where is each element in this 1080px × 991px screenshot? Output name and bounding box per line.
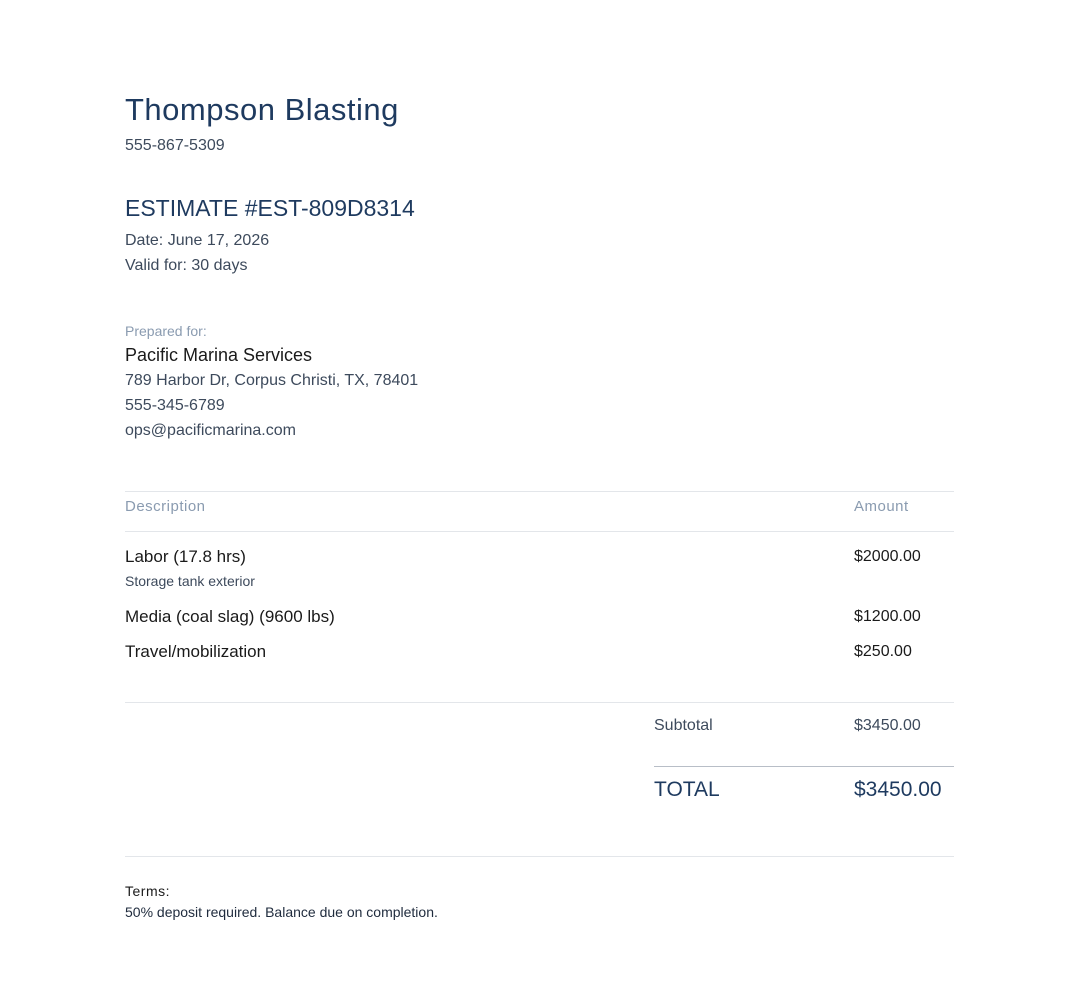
terms-divider — [125, 856, 954, 857]
estimate-date: Date: June 17, 2026 — [125, 232, 270, 249]
company-phone: 555-867-5309 — [125, 137, 225, 154]
line-item-note: Storage tank exterior — [125, 573, 255, 589]
subtotal-label: Subtotal — [654, 717, 713, 734]
client-phone: 555-345-6789 — [125, 397, 225, 414]
description-column-header: Description — [125, 498, 206, 515]
line-item-description: Travel/mobilization — [125, 642, 267, 661]
amount-column-header: Amount — [854, 498, 909, 515]
line-item-description: Labor (17.8 hrs) — [125, 547, 246, 566]
prepared-for-label: Prepared for: — [125, 323, 207, 339]
items-bottom-divider — [125, 702, 954, 703]
client-name: Pacific Marina Services — [125, 345, 313, 365]
client-address: 789 Harbor Dr, Corpus Christi, TX, 78401 — [125, 372, 419, 389]
line-item-amount: $2000.00 — [854, 548, 921, 565]
estimate-title: ESTIMATE #EST-809D8314 — [125, 195, 415, 221]
total-label: TOTAL — [654, 778, 720, 801]
total-value: $3450.00 — [854, 778, 942, 801]
estimate-validity: Valid for: 30 days — [125, 257, 248, 274]
company-name: Thompson Blasting — [125, 92, 399, 127]
line-item-amount: $250.00 — [854, 643, 912, 660]
line-item-description: Media (coal slag) (9600 lbs) — [125, 607, 335, 626]
line-item-amount: $1200.00 — [854, 608, 921, 625]
subtotal-value: $3450.00 — [854, 717, 921, 734]
client-email: ops@pacificmarina.com — [125, 422, 296, 439]
terms-label: Terms: — [125, 883, 170, 899]
table-top-divider — [125, 491, 954, 492]
header-divider — [125, 531, 954, 532]
total-divider — [654, 766, 954, 767]
terms-text: 50% deposit required. Balance due on completion. — [125, 904, 438, 920]
